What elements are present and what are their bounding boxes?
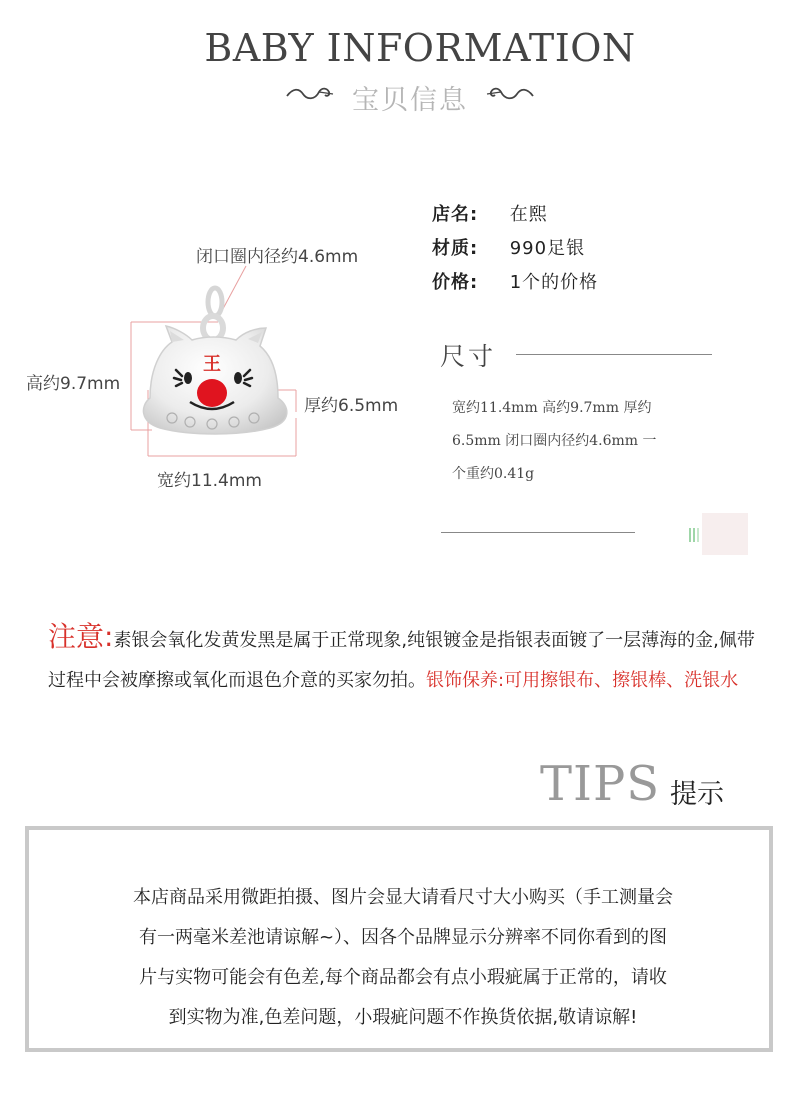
tips-line: 有一两毫米差池请谅解~）、因各个品牌显示分辨率不同你看到的图 [138, 927, 668, 948]
tips-text [63, 878, 743, 1038]
thickness-label: 厚约6.5mm [304, 396, 399, 416]
size-divider-bottom [441, 532, 635, 533]
title-chinese: 宝贝信息 [352, 85, 468, 116]
product-info-list [432, 200, 598, 302]
info-value: 1个的价格 [509, 272, 599, 293]
tips-line: 到实物为准,色差问题，小瑕疵问题不作换货依据,敬请谅解! [168, 1007, 638, 1028]
size-line: 个重约0.41g [452, 466, 535, 482]
size-description [452, 392, 712, 491]
notice-body: 素银会氧化发黄发黑是属于正常现象,纯银镀金是指银表面镀了一层薄海的金,佩带过程中会被摩擦或氧化而退色介意的买家勿拍。 [48, 630, 755, 691]
info-key: 价格: [432, 272, 479, 293]
pink-swatch-decoration [702, 513, 748, 555]
notice-paragraph [48, 617, 763, 701]
size-divider [516, 354, 712, 355]
tips-title-english: TIPS [540, 756, 661, 812]
product-diagram [0, 230, 420, 510]
ring-diameter-label: 闭口圈内径约4.6mm [196, 247, 359, 267]
info-value: 990足银 [509, 238, 586, 259]
swirl-ornament-right-icon [485, 86, 535, 102]
info-value: 在熙 [509, 204, 548, 225]
tips-title-chinese: 提示 [670, 779, 724, 810]
size-heading: 尺寸 [440, 342, 497, 371]
info-row-material [432, 234, 598, 268]
tips-box [25, 826, 773, 1052]
info-key: 材质: [432, 238, 479, 259]
size-line: 6.5mm 闭口圈内径约4.6mm 一 [452, 433, 657, 449]
tips-line: 片与实物可能会有色差,每个商品都会有点小瑕疵属于正常的，请收 [139, 967, 667, 988]
height-label: 高约9.7mm [26, 374, 121, 394]
width-label: 宽约11.4mm [157, 471, 262, 491]
green-marks-decoration [688, 527, 702, 543]
info-row-shop [432, 200, 598, 234]
forehead-mark: 王 [203, 354, 221, 375]
info-row-price [432, 268, 598, 302]
notice-care: 银饰保养:可用擦银布、擦银棒、洗银水 [426, 670, 739, 691]
notice-title: 注意: [48, 620, 114, 653]
title-chinese-block [280, 78, 540, 116]
title-english: BABY INFORMATION [204, 26, 636, 70]
tips-line: 本店商品采用微距拍摄、图片会显大请看尺寸大小购买（手工测量会 [133, 887, 673, 908]
info-key: 店名: [432, 204, 479, 225]
size-line: 宽约11.4mm 高约9.7mm 厚约 [452, 400, 652, 416]
